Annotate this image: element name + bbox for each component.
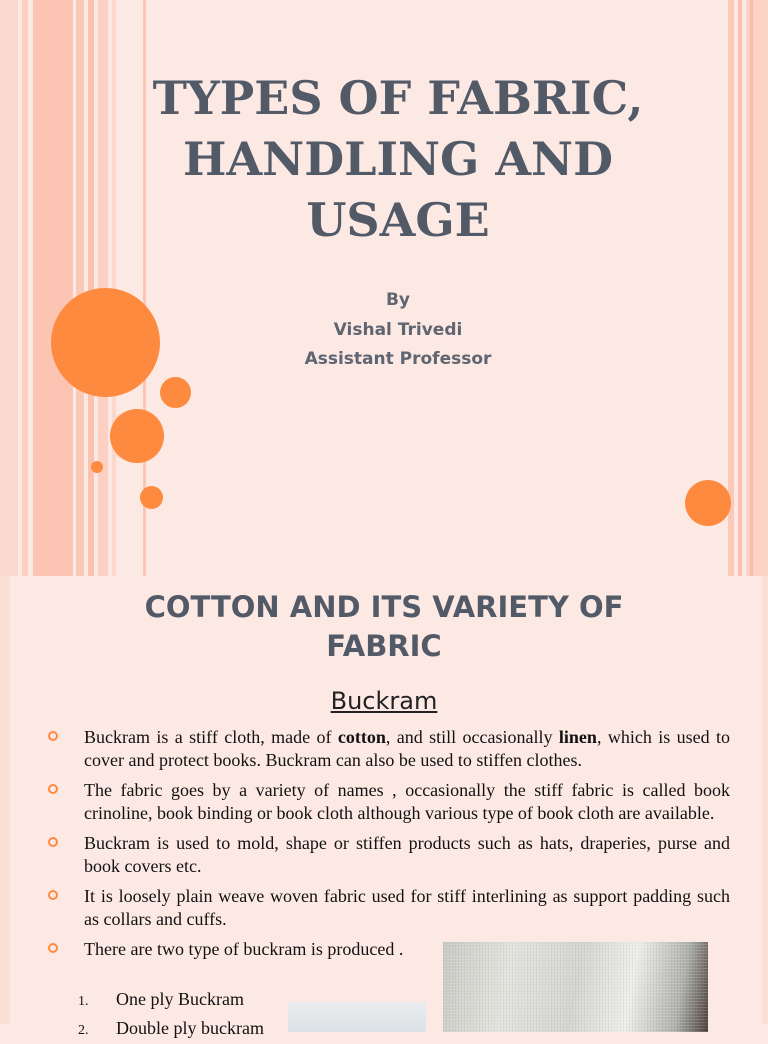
- bullet-circle-icon: [48, 784, 58, 794]
- content-slide: [0, 576, 768, 1038]
- bullet-text: There are two type of buckram is produced .: [84, 939, 404, 959]
- item-text: Double ply buckram: [116, 1018, 264, 1038]
- byline-label: By: [385, 290, 411, 310]
- numbered-item: [78, 986, 264, 1015]
- bullet-circle-icon: [48, 837, 58, 847]
- decor-circle: [160, 377, 191, 408]
- decor-stripe: [22, 0, 28, 576]
- decor-stripe: [76, 0, 84, 576]
- author-role: Assistant Professor: [304, 349, 492, 369]
- item-text: One ply Buckram: [116, 989, 244, 1009]
- slide-heading: [60, 588, 708, 666]
- section-subheading: Buckram: [330, 687, 438, 715]
- decor-stripe: [750, 0, 753, 576]
- bullet-text: The fabric goes by a variety of names , occasionally the stiff fabric is called book crinoline, book binding or book cloth although various type of book cloth are available.: [84, 780, 730, 823]
- buckram-fabric-photo: [443, 942, 708, 1032]
- heading-line: COTTON AND ITS VARIETY OF: [144, 590, 624, 624]
- bullet-text-bold: linen: [558, 727, 597, 747]
- decor-stripe: [738, 0, 742, 576]
- title-line: USAGE: [306, 193, 490, 247]
- decor-stripe: [33, 0, 73, 576]
- slide-edge: [762, 576, 768, 1024]
- bullet-item: [48, 726, 730, 771]
- numbered-item: [78, 1015, 264, 1044]
- bullet-item: [48, 832, 730, 877]
- decor-circle: [51, 288, 160, 397]
- title-line: HANDLING AND: [183, 132, 613, 186]
- bullet-text: Buckram is a stiff cloth, made of: [84, 727, 338, 747]
- slide-edge: [0, 576, 10, 1024]
- title-line: TYPES OF FABRIC,: [152, 71, 644, 125]
- item-number: 2.: [78, 1023, 89, 1038]
- bullet-list: [48, 726, 730, 969]
- buckram-fabric-photo-small: [288, 1002, 426, 1032]
- bullet-circle-icon: [48, 943, 58, 953]
- item-number: 1.: [78, 994, 89, 1009]
- bullet-circle-icon: [48, 890, 58, 900]
- bullet-text-bold: cotton: [337, 727, 386, 747]
- decor-circle: [685, 480, 731, 526]
- decor-stripe: [88, 0, 94, 576]
- heading-line: FABRIC: [326, 629, 442, 663]
- author-name: Vishal Trivedi: [333, 319, 463, 340]
- decor-stripe: [728, 0, 734, 576]
- bullet-text: Buckram is used to mold, shape or stiffen products such as hats, draperies, purse and book covers etc.: [84, 833, 730, 876]
- decor-circle: [91, 461, 103, 473]
- bullet-text: , and still occasionally: [385, 727, 559, 747]
- decor-circle: [140, 486, 163, 509]
- author-block: [200, 286, 596, 375]
- bullet-text: , which is used to cover and protect books. Buckram can also be used to stiffen clothes.: [84, 727, 731, 770]
- bullet-item: [48, 885, 730, 930]
- decor-circle: [110, 409, 164, 463]
- decor-stripe: [0, 0, 18, 576]
- bullet-item: [48, 779, 730, 824]
- slide-title: [120, 68, 676, 251]
- buckram-types-list: [78, 986, 264, 1044]
- bullet-text: It is loosely plain weave woven fabric used for stiff interlining as support padding such as collars and cuffs.: [84, 886, 730, 929]
- bullet-circle-icon: [48, 731, 58, 741]
